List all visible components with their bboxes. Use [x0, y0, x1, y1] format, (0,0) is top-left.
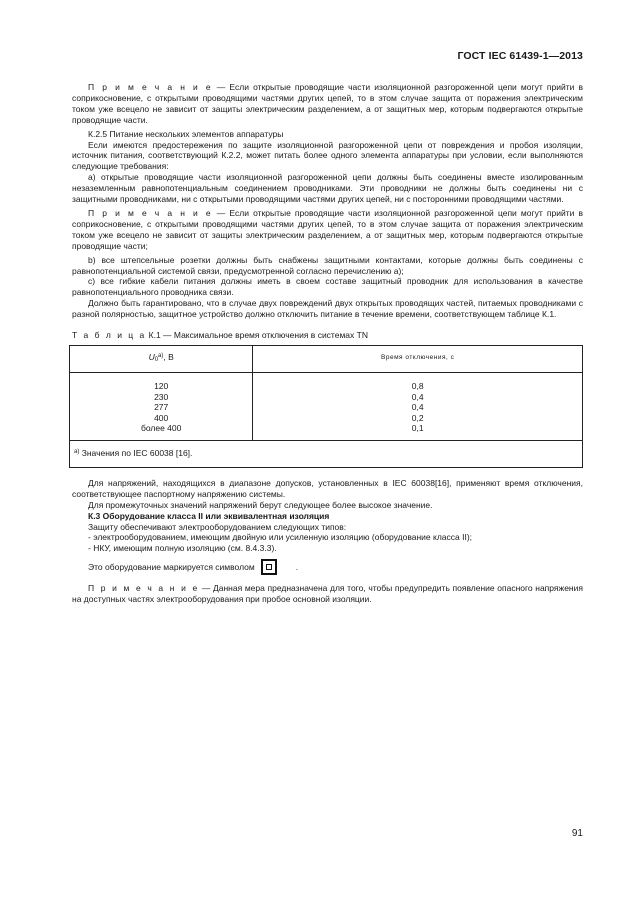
tolerance-paragraph: Для напряжений, находящихся в диапазоне допусков, установленных в IEC 60038[16], применяют время отключения, соответствующее паспортному напряжению системы.	[72, 477, 583, 499]
voltage-value: 277	[154, 402, 169, 413]
time-value: 0,2	[411, 412, 424, 423]
note-label: П р и м е ч а н и е	[88, 583, 200, 594]
voltage-subscript: 0	[154, 357, 159, 364]
symbol-line	[72, 559, 583, 575]
intermediate-paragraph: Для промежуточных значений напряжений берут следующее более высокое значение.	[88, 499, 433, 510]
table-values-row	[70, 372, 583, 440]
page-number: 91	[571, 828, 583, 839]
table-k1	[69, 345, 583, 468]
note-text: — Если открытые проводящие части изоляционной разгороженной цепи могут прийти в соприкосновение, с открытыми проводящими частями других цепей, то в этом случае защита от поражения электрическим током уже всецело не зависит от защиты электрическим разделением, а от защитных мер, которым подвергаются открытые проводящие части.	[72, 82, 583, 125]
k3-list-item: - НКУ, имеющим полную изоляцию (см. 8.4.3.3).	[88, 543, 277, 554]
table-footnote	[70, 440, 583, 467]
note-label: П р и м е ч а н и е	[88, 207, 213, 218]
k3-list-item: - электрооборудованием, имеющим двойную или усиленную изоляцию (оборудование класса II);	[88, 532, 473, 543]
table-footnote-row	[70, 440, 583, 467]
list-item-a: а) открытые проводящие части изоляционной разгороженной цепи должны быть соединены вместе изолированным незаземленным равнопотенциальным соединением проводниками. Эти проводники не должны быть соединены ни с защитными проводниками, ни с открытыми проводящими частями других цепей, ни с посторонними проводящими частями.	[72, 172, 583, 205]
symbol-text: Это оборудование маркируется символом	[88, 561, 255, 572]
double-insulation-icon	[261, 559, 277, 575]
section-k25-intro: Если имеются предостережения по защите изоляционной разгороженной цепи от повреждения и пробоя изоляции, источник питания, соответствующий К.2.2, может питать более одного элемента аппаратуры при условии, если выполняются следующие требования:	[72, 139, 583, 172]
note-label: П р и м е ч а н и е	[88, 82, 213, 92]
document-body	[72, 82, 583, 605]
table-caption	[72, 330, 583, 341]
section-k25-title: К.2.5 Питание нескольких элементов аппаратуры	[88, 128, 284, 139]
note-2	[72, 208, 583, 252]
footnote-text: Значения по IEC 60038 [16].	[79, 447, 193, 458]
column-header-time: Время отключения, с	[253, 345, 583, 372]
note-1	[72, 82, 583, 126]
voltage-value: 400	[154, 412, 169, 423]
voltage-value: 120	[154, 380, 169, 391]
note-text: — Данная мера предназначена для того, чтобы предупредить появление опасного напряжения на доступных частях электрооборудования при пробое основной изоляции.	[72, 583, 583, 605]
section-k3-intro: Защиту обеспечивают электрооборудованием следующих типов:	[88, 521, 347, 532]
time-values-cell	[253, 372, 583, 440]
footnote-mark: а)	[74, 448, 80, 455]
note-text: — Если открытые проводящие части изоляционной разгороженной цепи могут прийти в соприкосновение, с открытыми проводящими частями других цепей, то в этом случае защита от поражения электрическим током уже всецело не зависит от защиты электрическим разделением, а от защитных мер, которым подвергаются открытые проводящие части;	[72, 207, 583, 251]
time-value: 0,8	[411, 380, 424, 391]
column-header-voltage	[70, 345, 253, 372]
voltage-values-cell	[70, 372, 253, 440]
document-header: ГОСТ IEC 61439-1—2013	[457, 50, 583, 62]
note-3	[72, 583, 583, 605]
list-item-b: b) все штепсельные розетки должны быть снабжены защитными контактами, которые должны быть соединены с равнопотенциальной системой связи, предусмотренной согласно перечислению а);	[72, 254, 583, 276]
voltage-value: более 400	[140, 423, 182, 434]
time-value: 0,4	[411, 402, 424, 413]
list-item-c: с) все гибкие кабели питания должны иметь в своем составе защитный проводник для использования в качестве равнопотенциального проводника связи.	[72, 276, 583, 298]
voltage-unit: , В	[163, 352, 174, 363]
symbol-end: .	[295, 561, 299, 572]
time-value: 0,4	[411, 391, 424, 402]
table-caption-text: К.1 — Максимальное время отключения в системах TN	[146, 330, 368, 341]
table-caption-label: Т а б л и ц а	[72, 330, 147, 341]
voltage-value: 230	[154, 391, 169, 402]
guarantee-paragraph: Должно быть гарантировано, что в случае двух повреждений двух открытых проводящих частей, питаемых проводниками с разной полярностью, защитное устройство должно отключить питание в течение времени, соответствующем таблице К.1.	[72, 298, 583, 320]
time-value: 0,1	[411, 423, 424, 434]
table-header-row	[70, 345, 583, 372]
voltage-symbol: U	[148, 352, 155, 363]
voltage-superscript: а)	[158, 353, 164, 360]
section-k3-title: К.3 Оборудование класса II или эквивалентная изоляция	[88, 510, 330, 521]
